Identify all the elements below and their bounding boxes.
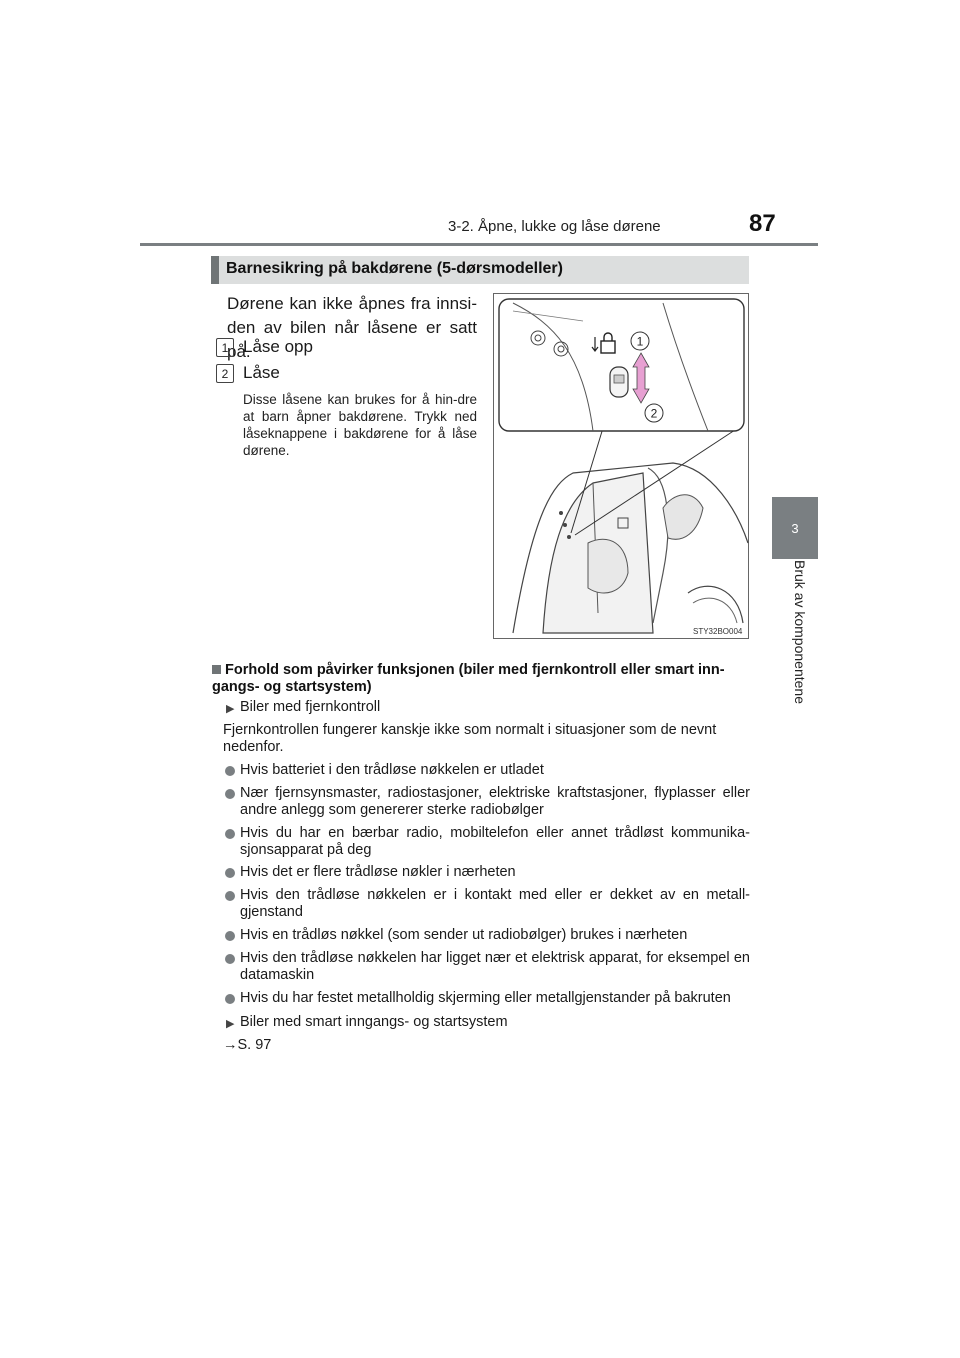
bullet-item: Hvis du har festet metallholdig skjerming eller metallgjenstander på bakruten [240,990,731,1006]
section-intro: Dørene kan ikke åpnes fra innsi-den av bilen når låsene er satt på. [227,294,477,361]
bullet-dot-icon [225,789,235,799]
item-label-lock: Låse [243,363,280,382]
page-number: 87 [749,210,776,237]
section-note: Disse låsene kan brukes for å hin-dre at barn åpner bakdørene. Trykk ned låseknappene i bakdørene for å låse dørene. [243,392,477,458]
triangle-bullet-icon: ▶ [226,1018,235,1030]
bullet-dot-icon [225,994,235,1004]
conditions-heading [212,662,752,696]
bullet-item: Hvis batteriet i den trådløse nøkkelen er utladet [240,762,544,778]
bullet-dot-icon [225,931,235,941]
section-title: Barnesikring på bakdørene (5-dørsmodeller) [226,260,563,277]
running-header-section: 3-2. Åpne, lukke og låse dørene [448,218,661,235]
bullet-item: Hvis det er flere trådløse nøkler i nærheten [240,864,516,880]
callout-1: 1 [636,334,644,349]
item-number-1: 1 [216,338,234,357]
bullet-item: Hvis en trådløs nøkkel (som sender ut radiobølger) brukes i nærheten [240,927,688,943]
bullet-item: Hvis den trådløse nøkkelen er i kontakt med eller er dekket av en metall-gjenstand [240,887,750,920]
chapter-title: Bruk av komponentene [792,560,808,704]
bullet-dot-icon [225,868,235,878]
bullet-dot-icon [225,766,235,776]
bullet-dot-icon [225,829,235,839]
chapter-tab: 3 [772,497,818,559]
remote-label: Biler med fjernkontroll [240,699,381,715]
item-number-2: 2 [216,364,234,383]
smart-label: Biler med smart inngangs- og startsystem [240,1014,508,1030]
bullet-item: Hvis du har en bærbar radio, mobiltelefon eller annet trådløst kommunika-sjonsapparat på deg [240,825,750,858]
remote-desc: Fjernkontrollen fungerer kanskje ikke som normalt i situasjoner som de nevnt nedenfor. [223,722,717,755]
item-label-unlock: Låse opp [243,337,313,356]
figure-code: STY32BO004 [693,627,743,636]
callout-2: 2 [650,406,658,421]
bullet-item: Nær fjernsynsmaster, radiostasjoner, elektriske kraftstasjoner, flyplasser eller andre anlegg som genererer sterke radiobølger [240,785,750,818]
section-title-accent [211,256,219,284]
square-bullet-icon [212,665,221,674]
triangle-bullet-icon: ▶ [226,703,235,715]
header-rule [140,243,818,246]
conditions-heading-text: Forhold som påvirker funksjonen (biler med fjernkontroll eller smart inn-gangs- og startsystem) [212,662,725,695]
bullet-dot-icon [225,891,235,901]
bullet-dot-icon [225,954,235,964]
child-lock-illustration [493,293,749,639]
bullet-item: Hvis den trådløse nøkkelen har ligget nær et elektrisk apparat, for eksempel en datamaskin [240,950,750,983]
page-reference: →S. 97 [223,1037,272,1053]
